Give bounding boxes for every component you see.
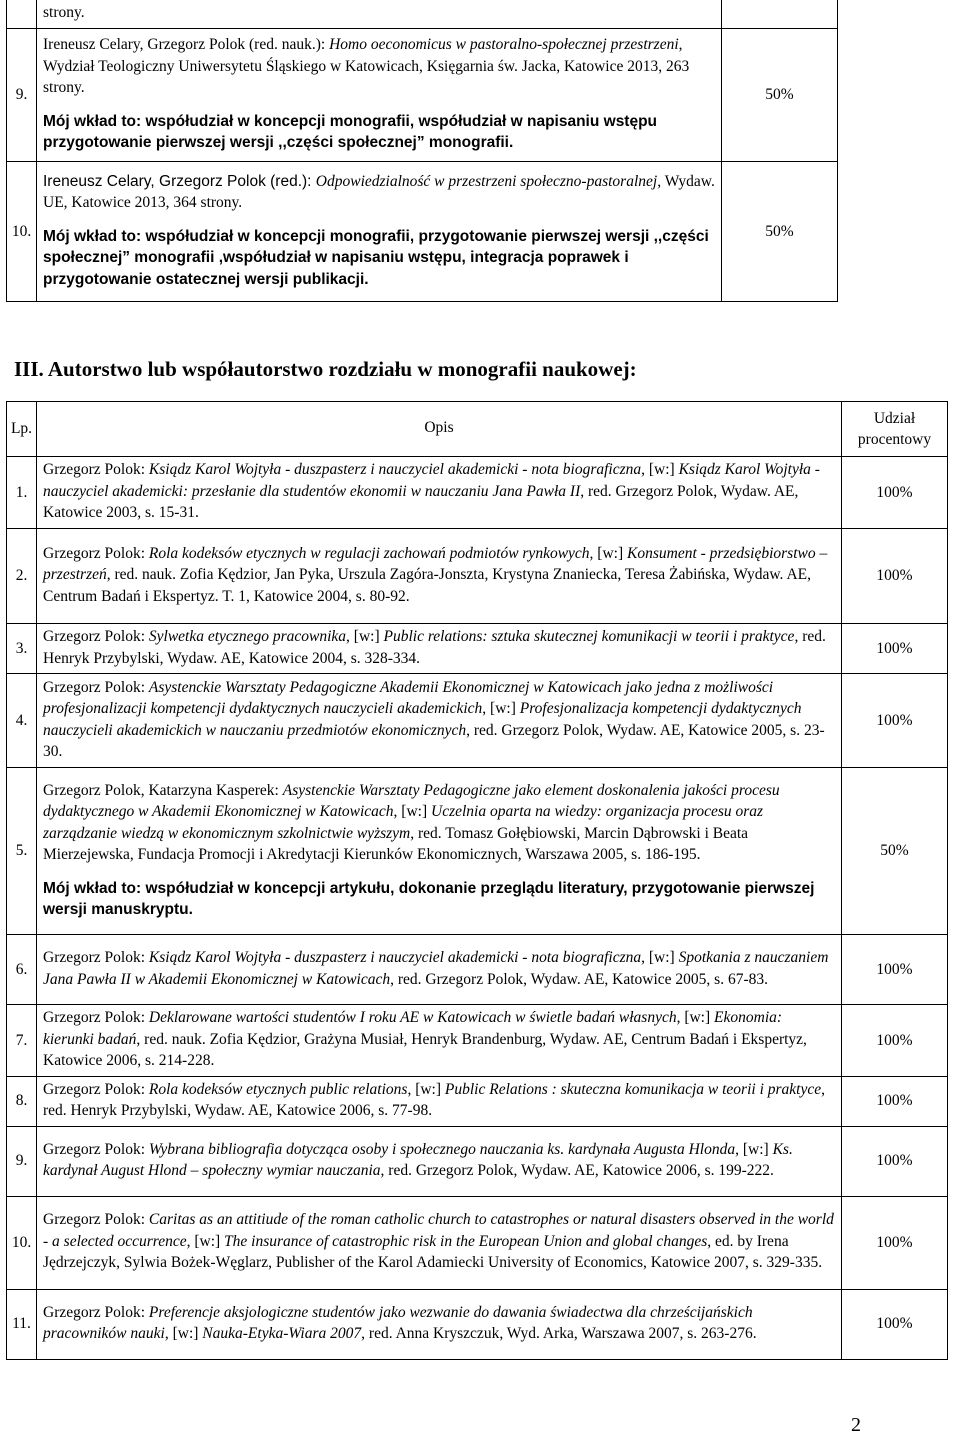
title-text: Deklarowane wartości studentów I roku AE w Katowicach w świetle badań własnych bbox=[148, 1009, 677, 1026]
row-description bbox=[37, 29, 722, 162]
title-text: Profesjonalizacja kompetencji dydaktycznych nauczycieli akademickich w nauczaniu przedmiotów ekonomicznych bbox=[43, 700, 802, 739]
table-row bbox=[7, 1196, 948, 1289]
row-description bbox=[37, 935, 842, 1005]
page-number: 2 bbox=[851, 1414, 861, 1436]
row-percent: 100% bbox=[842, 1126, 948, 1196]
row-number: 9. bbox=[7, 29, 37, 162]
row-description bbox=[37, 1076, 842, 1126]
row-description bbox=[37, 674, 842, 768]
table-header-row bbox=[7, 402, 948, 457]
row-percent: 100% bbox=[842, 935, 948, 1005]
row-description bbox=[37, 162, 722, 302]
row-description bbox=[37, 624, 842, 674]
table-row bbox=[7, 1289, 948, 1359]
table-row bbox=[7, 0, 838, 29]
citation-text: , [w:] bbox=[641, 949, 679, 966]
citation-text: , [w:] bbox=[641, 461, 679, 479]
row-percent: 50% bbox=[722, 29, 838, 162]
citation-text: , [w:] bbox=[186, 1232, 225, 1250]
title-text: Public Relations : skuteczna komunikacja w teorii i praktyce bbox=[444, 1080, 822, 1098]
table-row bbox=[7, 935, 948, 1005]
citation-text: , [w:] bbox=[407, 1080, 445, 1098]
row-percent: 100% bbox=[842, 1196, 948, 1289]
row-number: 8. bbox=[7, 1076, 37, 1126]
table-row bbox=[7, 529, 948, 624]
table-row bbox=[7, 624, 948, 674]
citation-text: , Wydaw. UE, Katowice 2013, 364 strony. bbox=[43, 172, 715, 212]
citation-text: , ed. by Irena Jędrzejczyk, Sylwia Bożek-Węglarz, Publisher of the Karol Adamiecki University of Economics, Katowice 2007, s. 329-335. bbox=[43, 1232, 823, 1272]
row-number: 10. bbox=[7, 1196, 37, 1289]
table-row bbox=[7, 674, 948, 768]
row-description bbox=[37, 1196, 842, 1289]
citation-text: , [w:] bbox=[346, 628, 384, 645]
citation-text: Grzegorz Polok: bbox=[43, 1080, 149, 1098]
chapters-table bbox=[6, 401, 948, 1360]
citation-text: , [w:] bbox=[393, 803, 431, 820]
table-row bbox=[7, 1005, 948, 1077]
citation-text: Grzegorz Polok: bbox=[43, 1211, 149, 1229]
contribution-note: Mój wkład to: współudział w koncepcji monografii, współudział w napisaniu wstępu przygotowanie pierwszej wersji ,,części społecznej” monografii. bbox=[43, 112, 658, 152]
citation-text: , [w:] bbox=[735, 1140, 773, 1158]
citation-text: , [w:] bbox=[164, 1325, 203, 1342]
row-description bbox=[37, 529, 842, 624]
citation-text: Grzegorz Polok: bbox=[43, 1009, 149, 1026]
citation-text: , Wydział Teologiczny Uniwersytetu Śląskiego w Katowicach, Księgarnia św. Jacka, Katowice 2013, 263 strony. bbox=[43, 36, 690, 97]
row-description bbox=[37, 1126, 842, 1196]
citation-text: , red. Grzegorz Polok, Wydaw. AE, Katowice 2005, s. 23-30. bbox=[43, 721, 825, 760]
row-percent bbox=[722, 0, 838, 29]
citation-text: Grzegorz Polok: bbox=[43, 1303, 149, 1321]
table-row bbox=[7, 457, 948, 529]
title-text: Odpowiedzialność w przestrzeni społeczno-pastoralnej bbox=[315, 172, 658, 190]
citation-text: , red. Henryk Przybylski, Wydaw. AE, Katowice 2006, s. 77-98. bbox=[43, 1080, 825, 1119]
row-percent: 100% bbox=[842, 624, 948, 674]
row-number: 2. bbox=[7, 529, 37, 624]
title-text: Spotkania z nauczaniem Jana Pawła II w Akademii Ekonomicznej w Katowicach bbox=[43, 949, 829, 988]
citation-text: , [w:] bbox=[482, 700, 520, 717]
citation-text: Grzegorz Polok: bbox=[43, 949, 149, 966]
title-text: Caritas as an attitiude of the roman catholic church to catastrophes or natural disasters observed in the world - a selected occurrence bbox=[43, 1211, 834, 1250]
header-percent: Udział procentowy bbox=[842, 402, 948, 457]
row-number: 3. bbox=[7, 624, 37, 674]
citation-text: Grzegorz Polok: bbox=[43, 1140, 149, 1158]
row-number: 10. bbox=[7, 162, 37, 302]
row-percent: 100% bbox=[842, 1005, 948, 1077]
section-heading: III. Autorstwo lub współautorstwo rozdziału w monografii naukowej: bbox=[14, 357, 637, 381]
row-number: 9. bbox=[7, 1126, 37, 1196]
title-text: Asystenckie Warsztaty Pedagogiczne Akademii Ekonomicznej w Katowicach jako jedna z możliwości profesjonalizacji kompetencji dydaktycznych nauczycieli akademickich bbox=[43, 678, 774, 717]
row-description bbox=[37, 1005, 842, 1077]
row-description bbox=[37, 768, 842, 935]
row-description bbox=[37, 0, 722, 29]
contribution-note: Mój wkład to: współudział w koncepcji artykułu, dokonanie przeglądu literatury, przygotowanie pierwszej wersji manuskryptu. bbox=[43, 879, 815, 918]
citation-text: , red. Grzegorz Polok, Wydaw. AE, Katowice 2005, s. 67-83. bbox=[390, 970, 768, 988]
table-row bbox=[7, 162, 838, 302]
top-table bbox=[6, 0, 838, 302]
row-percent: 100% bbox=[842, 457, 948, 529]
citation-text: Grzegorz Polok, Katarzyna Kasperek: bbox=[43, 781, 283, 799]
row-description bbox=[37, 457, 842, 529]
citation-text: Ireneusz Celary, Grzegorz Polok (red.): bbox=[43, 172, 316, 190]
row-percent: 100% bbox=[842, 1289, 948, 1359]
citation-text: , red. Tomasz Gołębiowski, Marcin Dąbrowski i Beata Mierzejewska, Fundacja Promocji i Akredytacji Kierunków Ekonomicznych, Warszawa 2005, s. 186-195. bbox=[43, 824, 749, 863]
title-text: Public relations: sztuka skutecznej komunikacji w teorii i praktyce bbox=[383, 628, 795, 645]
citation-text: , [w:] bbox=[676, 1009, 715, 1026]
citation-text: Grzegorz Polok: bbox=[43, 544, 149, 562]
row-number bbox=[7, 0, 37, 29]
title-text: Sylwetka etycznego pracownika bbox=[148, 628, 347, 645]
row-number: 4. bbox=[7, 674, 37, 768]
citation-text: Ireneusz Celary, Grzegorz Polok (red. nauk.): bbox=[43, 36, 330, 54]
table-row bbox=[7, 768, 948, 935]
title-text: Preferencje aksjologiczne studentów jako wezwanie do dawania świadectwa dla chrześcijańskich pracowników nauki bbox=[43, 1303, 753, 1342]
title-text: Nauka-Etyka-Wiara 2007 bbox=[202, 1325, 362, 1342]
citation-text: , red. nauk. Zofia Kędzior, Jan Pyka, Urszula Zagóra-Jonszta, Krystyna Znaniecka, Teresa Żabińska, Wydaw. AE, Centrum Badań i Ekspertyz. T. 1, Katowice 2004, s. 80-92. bbox=[43, 566, 811, 605]
citation-text: , red. Grzegorz Polok, Wydaw. AE, Katowice 2003, s. 15-31. bbox=[43, 482, 799, 522]
title-text: The insurance of catastrophic risk in the European Union and global changes bbox=[224, 1232, 708, 1250]
citation-text: Grzegorz Polok: bbox=[43, 461, 149, 479]
title-text: Rola kodeksów etycznych w regulacji zachowań podmiotów rynkowych bbox=[148, 544, 590, 562]
table-row bbox=[7, 1126, 948, 1196]
row-percent: 100% bbox=[842, 1076, 948, 1126]
citation-text: , red. Henryk Przybylski, Wydaw. AE, Katowice 2004, s. 328-334. bbox=[43, 628, 826, 667]
citation-text: , red. Anna Kryszczuk, Wyd. Arka, Warszawa 2007, s. 263-276. bbox=[361, 1325, 757, 1342]
title-text: Konsument - przedsiębiorstwo – przestrzeń bbox=[43, 544, 828, 584]
citation-text: Grzegorz Polok: bbox=[43, 678, 149, 696]
citation-text: , red. Grzegorz Polok, Wydaw. AE, Katowice 2006, s. 199-222. bbox=[380, 1162, 774, 1179]
citation-text: , red. nauk. Zofia Kędzior, Grażyna Musiał, Henryk Brandenburg, Wydaw. AE, Centrum Badań i Ekspertyz, Katowice 2006, s. 214-228. bbox=[43, 1030, 807, 1069]
title-text: Ks. kardynał August Hlond – społeczny wymiar nauczania bbox=[43, 1140, 793, 1179]
title-text: Ksiądz Karol Wojtyła - nauczyciel akademicki: przesłanie dla studentów ekonomii w nauczaniu Jana Pawła II bbox=[43, 461, 820, 500]
title-text: Wybrana bibliografia dotycząca osoby i społecznego nauczania ks. kardynała Augusta Hlonda bbox=[148, 1140, 736, 1158]
header-lp: Lp. bbox=[7, 402, 37, 457]
row-number: 7. bbox=[7, 1005, 37, 1077]
title-text: Uczelnia oparta na wiedzy: organizacja procesu oraz zarządzanie wiedzą w ekonomicznym szkolnictwie wyższym bbox=[43, 803, 764, 842]
header-description: Opis bbox=[37, 402, 842, 457]
title-text: Ekonomia: kierunki badań bbox=[43, 1009, 783, 1048]
table-row bbox=[7, 29, 838, 162]
title-text: Rola kodeksów etycznych public relations bbox=[148, 1080, 408, 1098]
title-text: Ksiądz Karol Wojtyła - duszpasterz i nauczyciel akademicki - nota biograficzna bbox=[148, 461, 642, 479]
row-number: 11. bbox=[7, 1289, 37, 1359]
row-percent: 100% bbox=[842, 529, 948, 624]
title-text: Asystenckie Warsztaty Pedagogiczne jako element doskonalenia jakości procesu dydaktycznego w Akademii Ekonomicznej w Katowicach bbox=[43, 781, 780, 820]
row-number: 1. bbox=[7, 457, 37, 529]
row-number: 5. bbox=[7, 768, 37, 935]
row-percent: 50% bbox=[722, 162, 838, 302]
title-text: Ksiądz Karol Wojtyła - duszpasterz i nauczyciel akademicki - nota biograficzna bbox=[148, 949, 642, 966]
citation-text: , [w:] bbox=[589, 544, 627, 562]
row-description bbox=[37, 1289, 842, 1359]
contribution-note: Mój wkład to: współudział w koncepcji monografii, przygotowanie pierwszej wersji ,,części społecznej” monografii ,współudział w napisaniu wstępu, integracja poprawek i przygotowanie ostatecznej wersji publikacji. bbox=[43, 227, 709, 288]
citation-text: Grzegorz Polok: bbox=[43, 628, 149, 645]
title-text: Homo oeconomicus w pastoralno-społecznej przestrzeni bbox=[329, 36, 679, 54]
row-percent: 100% bbox=[842, 674, 948, 768]
citation-text: strony. bbox=[43, 3, 85, 21]
table-row bbox=[7, 1076, 948, 1126]
row-number: 6. bbox=[7, 935, 37, 1005]
row-percent: 50% bbox=[842, 768, 948, 935]
